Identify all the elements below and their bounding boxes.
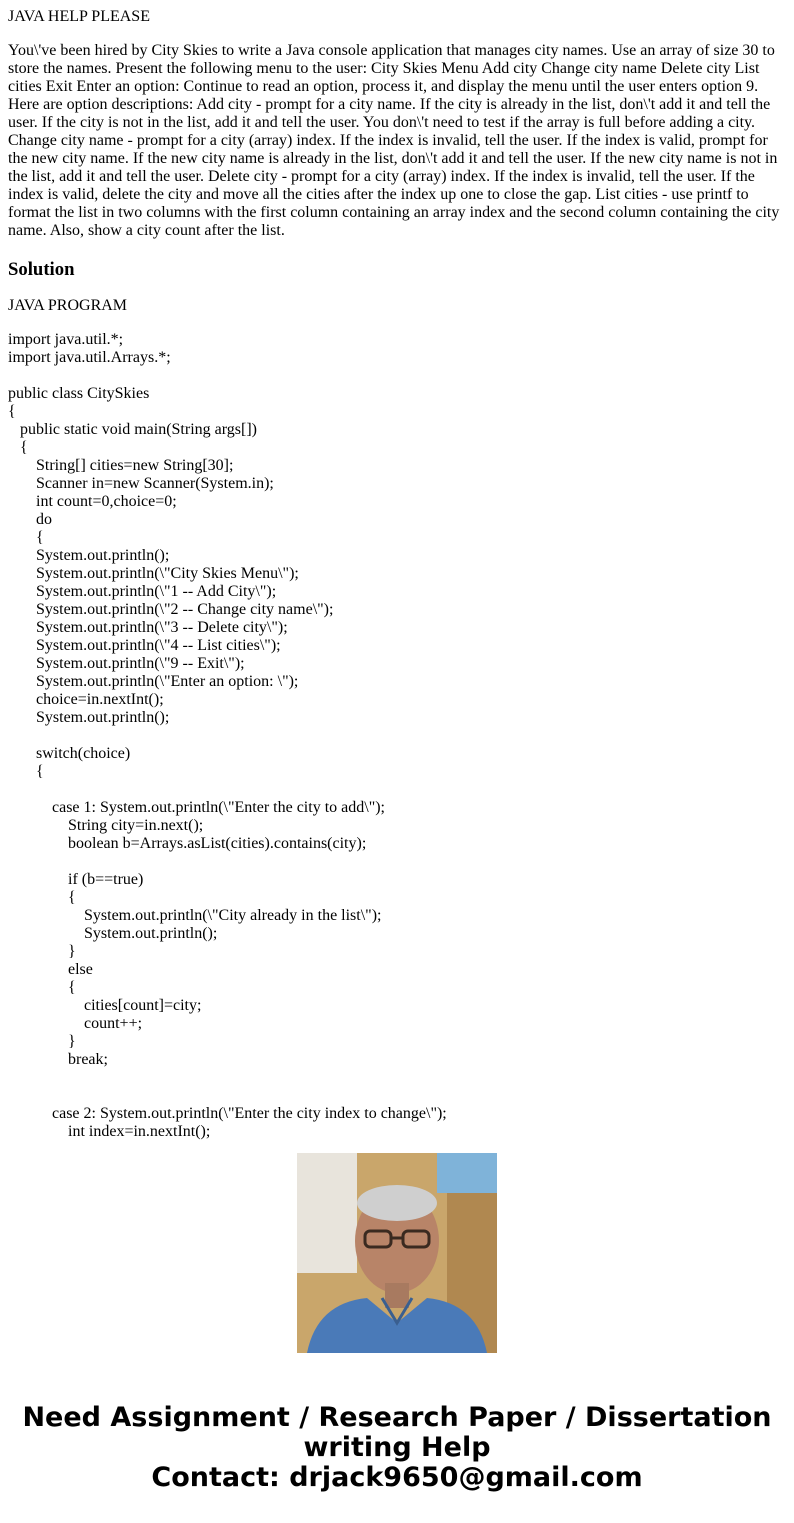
question-title: JAVA HELP PLEASE	[8, 8, 150, 25]
footer-line-2: writing Help	[303, 1432, 491, 1463]
code-line: System.out.println(\"2 -- Change city name\");	[8, 601, 334, 618]
code-line: System.out.println(\"1 -- Add City\");	[8, 583, 277, 600]
code-line: import java.util.*;	[8, 331, 124, 348]
code-line: {	[8, 889, 76, 906]
document-content	[8, 0, 784, 1140]
code-line: int count=0,choice=0;	[8, 493, 177, 510]
solution-label: JAVA PROGRAM	[8, 297, 128, 314]
code-line	[8, 1069, 784, 1087]
code-line	[8, 781, 784, 799]
footer-line-1: Need Assignment / Research Paper / Dissertation	[22, 1402, 772, 1433]
author-portrait-image	[297, 1153, 497, 1353]
code-line: do	[8, 511, 52, 528]
code-block	[8, 331, 784, 1141]
code-line	[8, 853, 784, 871]
code-line: break;	[8, 1051, 108, 1068]
code-line: System.out.println(\"Enter an option: \");	[8, 673, 299, 690]
code-line: {	[8, 529, 44, 546]
code-line: switch(choice)	[8, 745, 131, 762]
solution-heading: Solution	[8, 259, 75, 280]
footer-contact: Contact: drjack9650@gmail.com	[151, 1462, 643, 1493]
code-line: String city=in.next();	[8, 817, 204, 834]
code-line: System.out.println();	[8, 925, 218, 942]
code-line: public static void main(String args[])	[8, 421, 257, 438]
code-line: System.out.println();	[8, 709, 170, 726]
code-line: if (b==true)	[8, 871, 144, 888]
code-line	[8, 367, 784, 385]
code-line: System.out.println();	[8, 547, 170, 564]
code-line: System.out.println(\"3 -- Delete city\");	[8, 619, 288, 636]
code-line: System.out.println(\"City Skies Menu\");	[8, 565, 299, 582]
code-line: boolean b=Arrays.asList(cities).contains(city);	[8, 835, 367, 852]
code-line: Scanner in=new Scanner(System.in);	[8, 475, 274, 492]
code-line	[8, 727, 784, 745]
code-line: {	[8, 403, 16, 420]
code-line: }	[8, 943, 76, 960]
code-line: System.out.println(\"9 -- Exit\");	[8, 655, 245, 672]
code-line: cities[count]=city;	[8, 997, 202, 1014]
code-line: {	[8, 439, 28, 456]
code-line: import java.util.Arrays.*;	[8, 349, 171, 366]
code-line: {	[8, 763, 44, 780]
question-body: You\'ve been hired by City Skies to write a Java console application that manages city names. Use an array of size 30 to store the names. Present the following menu to the user: City Skies Menu Add city Change city name Delete city List cities Exit Enter an option: Continue to read an option, process it, and display the menu until the user enters option 9. Here are option descriptions: Add city - prompt for a city name. If the city is already in the list, don\'t add it and tell the user. If the city is not in the list, add it and tell the user. You don\'t need to test if the array is full before adding a city. Change city name - prompt for a city (array) index. If the index is invalid, tell the user. If the index is valid, prompt for the new city name. If the new city name is already in the list, don\'t add it and tell the user. If the new city name is not in the list, add it and tell the user. Delete city - prompt for a city (array) index. If the index is invalid, tell the user. If the index is valid, delete the city and move all the cities after the index up one to close the gap. List cities - use printf to format the list in two columns with the first column containing an array index and the second column containing the city name. Also, show a city count after the list.	[8, 42, 780, 239]
code-line: int index=in.nextInt();	[8, 1123, 211, 1140]
code-line: System.out.println(\"City already in the list\");	[8, 907, 382, 924]
footer-banner	[0, 1403, 794, 1493]
code-line: {	[8, 979, 76, 996]
code-line: case 2: System.out.println(\"Enter the city index to change\");	[8, 1105, 447, 1122]
code-line	[8, 1087, 784, 1105]
author-avatar	[297, 1153, 497, 1353]
code-line: System.out.println(\"4 -- List cities\");	[8, 637, 281, 654]
code-line: count++;	[8, 1015, 143, 1032]
code-line: else	[8, 961, 93, 978]
code-line: choice=in.nextInt();	[8, 691, 164, 708]
code-line: case 1: System.out.println(\"Enter the city to add\");	[8, 799, 385, 816]
code-line: String[] cities=new String[30];	[8, 457, 234, 474]
code-line: }	[8, 1033, 76, 1050]
code-line: public class CitySkies	[8, 385, 150, 402]
